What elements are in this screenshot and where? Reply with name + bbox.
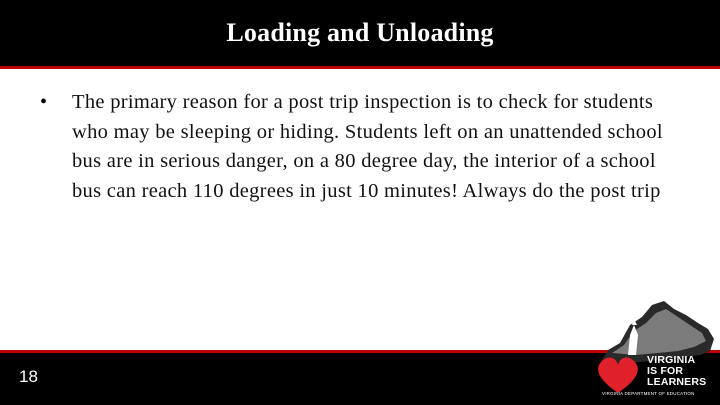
slide-header [0,0,720,66]
logo-line-3: LEARNERS [647,376,707,388]
bullet-item [40,88,680,206]
logo-line-1: VIRGINIA [647,354,696,366]
bullet-marker: • [40,91,48,113]
virginia-is-for-learners-logo [590,295,720,405]
header-divider [0,66,720,69]
slide-content [40,88,680,206]
logo-department-text: VIRGINIA DEPARTMENT OF EDUCATION [602,391,695,396]
page-number: 18 [19,367,38,386]
logo-wordmark [647,355,706,388]
virginia-map-icon [590,295,720,405]
logo-line-2: IS FOR [647,365,684,377]
bullet-text: The primary reason for a post trip inspection is to check for students who may be sleeping or hiding. Students left on an unattended school bus are in serious danger, on a 80 degree day, the interior of a school bus can reach 110 degrees in just 10 minutes! Always do the post trip [72,91,663,202]
slide-title: Loading and Unloading [226,18,494,47]
